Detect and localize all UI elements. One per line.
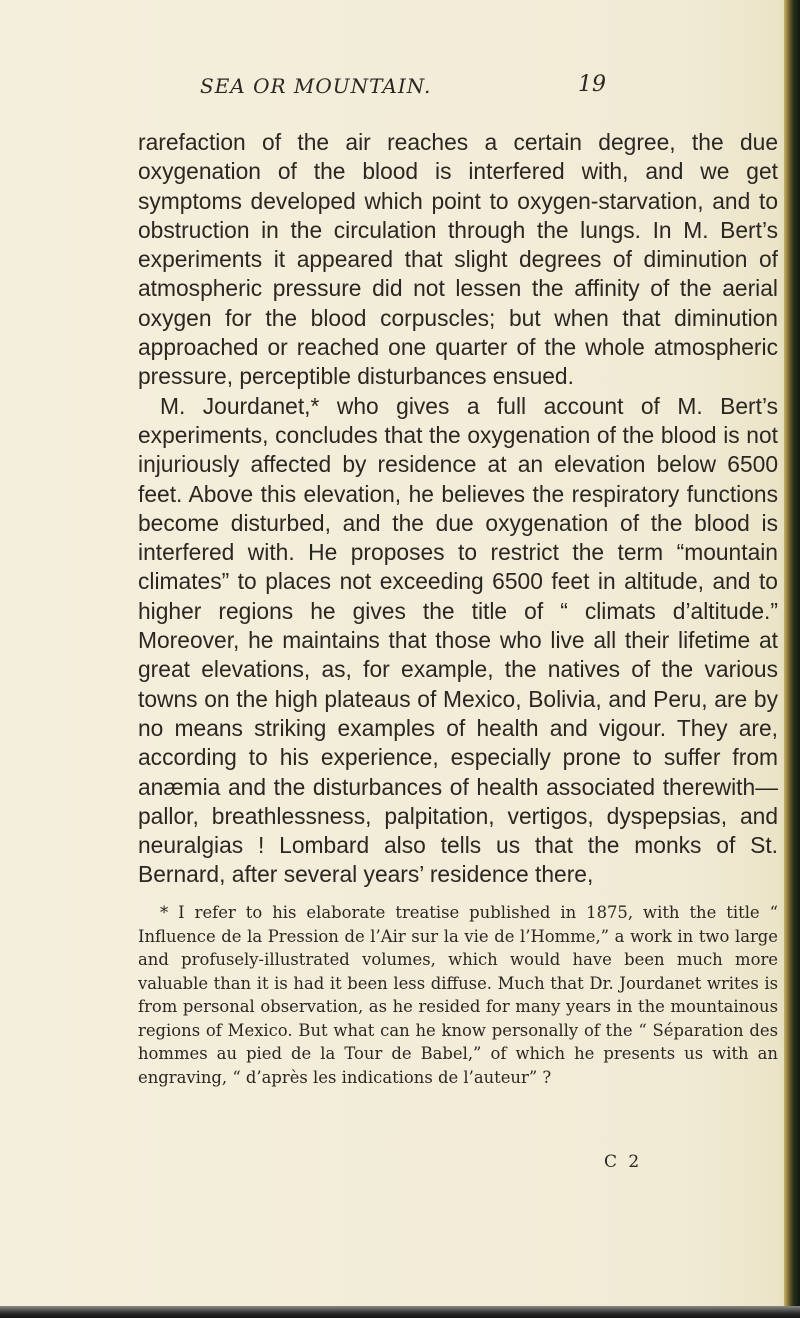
paragraph-1: rarefaction of the air reaches a certain degree, the due oxygenation of the blood is interfered with, and we get symptoms developed which point to oxygen-starvation, and to obstruction in the circulation through the lungs. In M. Bert’s experiments it appeared that slight degrees of diminution of atmospheric pressure did not lessen the affinity of the aerial oxygen for the blood corpuscles; but when that diminution approached or reached one quarter of the whole atmospheric pressure, perceptible disturbances ensued. — [138, 129, 778, 390]
page-edge-right — [784, 0, 800, 1318]
page-header — [0, 74, 800, 110]
running-head: SEA OR MOUNTAIN. — [200, 74, 432, 98]
paragraph-2: M. Jourdanet,* who gives a full account of M. Bert’s experiments, concludes that the oxygenation of the blood is not injuriously affected by residence at an elevation below 6500 feet. Above this elevation, he believes the respiratory functions become disturbed, and the due oxygenation of the blood is interfered with. He proposes to restrict the term “mountain climates” to places not exceeding 6500 feet in altitude, and to higher regions he gives the title of “ climats d’altitude.” Moreover, he maintains that those who live all their lifetime at great elevations, as, for example, the natives of the various towns on the high plateaus of Mexico, Bolivia, and Peru, are by no means striking examples of health and vigour. They are, according to his experience, especially prone to suffer from anæmia and the disturbances of health associated therewith—pallor, breathlessness, palpitation, vertigos, dyspepsias, and neuralgias ! Lombard also tells us that the monks of St. Bernard, after several years’ residence there, — [138, 392, 778, 888]
page-number: 19 — [578, 72, 606, 97]
signature-mark: C 2 — [604, 1152, 643, 1172]
page-edge-bottom — [0, 1306, 800, 1318]
footnote — [138, 901, 778, 1089]
body-text — [138, 128, 778, 890]
footnote-text: * I refer to his elaborate treatise published in 1875, with the title “ Influence de la Pression de l’Air sur la vie de l’Homme,” a work in two large and profusely-illustrated volumes, which would have been much more valuable than it is had it been less diffuse. Much that Dr. Jourdanet writes is from personal observation, as he resided for many years in the mountainous regions of Mexico. But what can he know personally of the “ Séparation des hommes au pied de la Tour de Babel,” of which he presents us with an engraving, “ d’après les indications de l’auteur” ? — [138, 903, 778, 1087]
